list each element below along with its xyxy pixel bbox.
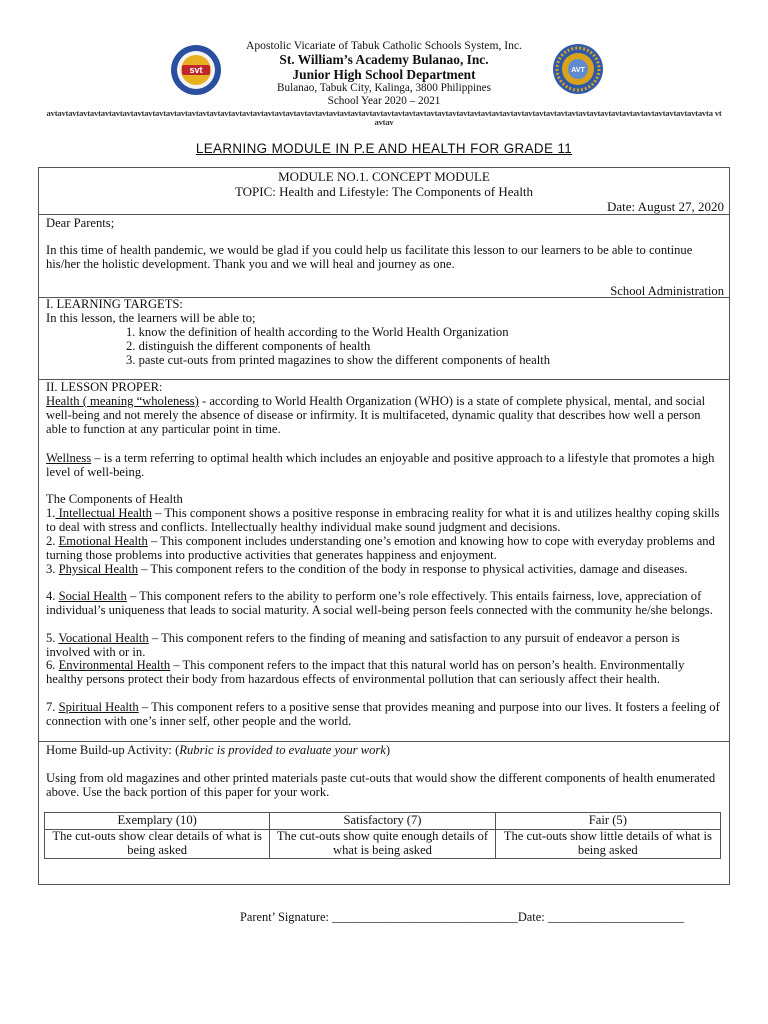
rubric-header: Fair (5) [495,813,720,830]
component-number: 2. [46,534,56,548]
component-item [46,659,724,687]
vicariate-name: Apostolic Vicariate of Tabuk Catholic Schools System, Inc. [246,39,522,52]
health-def-text: - according to World Health Organization (WHO) is a state of complete physical, mental, and social well-being and not merely the absence of disease or infirmity. It is multifaceted, dynamic quality that describes how well a person able to function at any particular point in time. [46,394,706,436]
component-desc: – This component refers to the impact that this natural world has on person’s health. Environmentally healthy persons protect their body from hazardous effects of environmental pollution that can seriously affect their health. [46,658,685,686]
date-blank[interactable]: ______________________ [547,910,685,924]
module-number: MODULE NO.1. CONCEPT MODULE [278,169,490,184]
components-heading: The Components of Health [46,492,183,506]
date-label: Date: [517,910,548,924]
component-item [46,535,724,563]
module-title: LEARNING MODULE IN P.E AND HEALTH FOR GRADE 11 [195,141,573,156]
rubric-cell: The cut-outs show quite enough details of what is being asked [270,830,495,859]
targets-intro: In this lesson, the learners will be able to; [46,311,256,325]
letter-signoff: School Administration [610,284,724,298]
wellness-term: Wellness [46,451,92,465]
component-item [46,563,724,577]
signature-blank[interactable]: ______________________________ [332,910,518,924]
school-year: School Year 2020 – 2021 [327,95,441,107]
wellness-definition [46,452,724,480]
health-definition [46,395,724,436]
targets-heading: I. LEARNING TARGETS: [46,297,183,311]
divider-4 [38,741,730,742]
component-number: 5. [46,631,56,645]
component-desc: – This component refers to a positive sense that provides meaning and purpose into our lives. It fosters a feeling of connection with one’s inner self, other people and the world. [46,700,720,728]
rubric-cell: The cut-outs show little details of what is being asked [495,830,720,859]
component-term: Spiritual Health [58,700,139,714]
rubric-cell: The cut-outs show clear details of what is being asked [45,830,270,859]
component-number: 6. [46,658,56,672]
wellness-def-text: – is a term referring to optimal health which includes an enjoyable and positive approach to a lifestyle that promotes a high level of well-being. [46,451,715,479]
signature-line [240,911,740,925]
target-item: 1. know the definition of health according to the World Health Organization [126,325,509,339]
component-item [46,590,724,618]
target-item: 2. distinguish the different components of health [126,339,371,353]
activity-heading-italic: Rubric is provided to evaluate your work [179,743,386,757]
component-number: 3. [46,562,56,576]
component-number: 4. [46,589,56,603]
component-desc: – This component includes understanding one’s emotion and knowing how to cope with everyday problems and turning those problems into productive activities that generates happiness and enjoyment. [46,534,715,562]
activity-heading [46,744,724,758]
component-desc: – This component refers to the finding of meaning and satisfaction to any pursuit of endeavor a person is involved with or in. [46,631,680,659]
component-term: Intellectual Health [55,506,152,520]
component-desc: – This component refers to the condition of the body in response to physical activities, damage and diseases. [138,562,688,576]
component-desc: – This component shows a positive response in embracing reality for what it is and utilizes healthy coping skills to deal with stress and conflicts. Intellectually healthy individual make sound judgment and decisions. [46,506,720,534]
signature-label: Parent’ Signature: [240,910,332,924]
component-number: 7. [46,700,56,714]
activity-instructions: Using from old magazines and other printed materials paste cut-outs that would show the different components of health enumerated above. Use the back portion of this paper for your work. [46,771,716,799]
component-term: Environmental Health [58,658,171,672]
left-logo-text: svt [189,65,203,75]
component-item [46,632,724,660]
department-name: Junior High School Department [292,67,476,82]
target-item: 3. paste cut-outs from printed magazines to show the different components of health [126,353,550,367]
module-topic: TOPIC: Health and Lifestyle: The Components of Health [234,184,534,199]
letter-body: In this time of health pandemic, we would be glad if you could help us facilitate this lesson to our learners to be able to continue his/her the holistic development. Thank you and we will heal and journey as one. [46,243,693,271]
component-term: Physical Health [58,562,139,576]
component-desc: – This component refers to the ability to perform one’s role effectively. This entails fairness, love, appreciation of individual’s uniqueness that leads to social maturity. A social well-being person feels connected with the community he/she belongs. [46,589,713,617]
health-term: Health ( meaning “wholeness) [46,394,199,408]
component-number: 1. [46,506,56,520]
component-item [46,507,724,535]
component-term: Emotional Health [58,534,148,548]
decorative-pattern-line: avtavtavtavtavtavtavtavtavtavtavtavtavtavtavtavtavtavtavtavtavtavtavtavtavtavtavtavtavtavtavtavtavtavtavtavtavtavtavtavtavtavtavtavtavtavtavtavtavtavtavtavtavtavtavtavtavtavtavtavtavta vtavtav [46,108,722,127]
lesson-heading: II. LESSON PROPER: [46,380,163,394]
activity-heading-prefix: Home Build-up Activity: ( [46,743,180,757]
component-item [46,701,724,729]
school-address: Bulanao, Tabuk City, Kalinga, 3800 Philippines [277,82,491,94]
school-name: St. William’s Academy Bulanao, Inc. [279,52,489,67]
module-date: Date: August 27, 2020 [607,199,724,214]
rubric-table [44,812,721,859]
letter-salutation: Dear Parents; [46,216,115,230]
rubric-header: Exemplary (10) [45,813,270,830]
component-term: Vocational Health [58,631,149,645]
right-logo-text: AVT [571,67,585,74]
divider-1 [38,214,730,215]
rubric-header: Satisfactory (7) [270,813,495,830]
component-term: Social Health [58,589,127,603]
activity-heading-suffix: ) [385,743,391,757]
